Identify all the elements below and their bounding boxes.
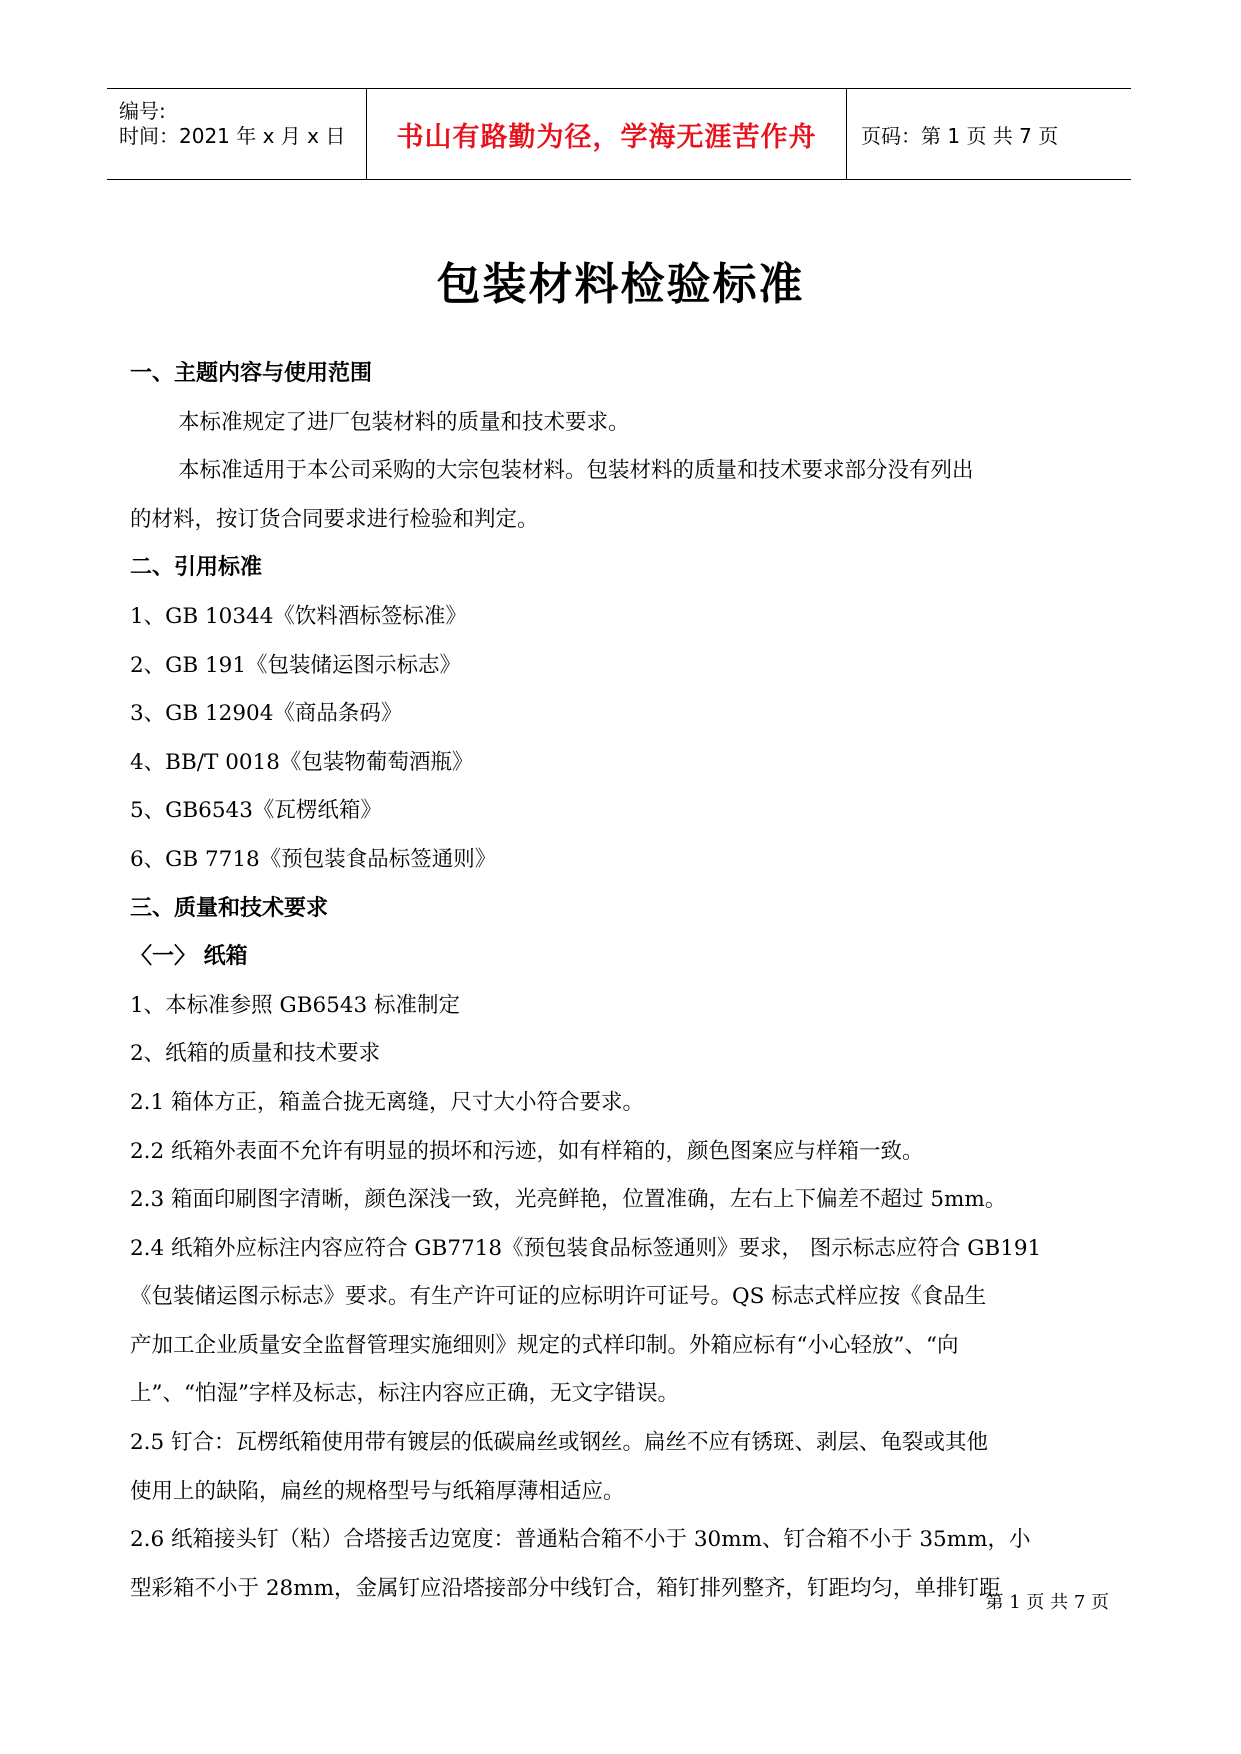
document-date-label: 时间：2021 年 x 月 x 日 xyxy=(119,124,346,148)
text-line: 2.3 箱面印刷图字清晰，颜色深浅一致，光亮鲜艳，位置准确，左右上下偏差不超过 5mm。 xyxy=(130,1187,1007,1213)
text-line: 2.5 钉合：瓦楞纸箱使用带有镀层的低碳扁丝或钢丝。扁丝不应有锈斑、剥层、龟裂或其他 xyxy=(130,1430,989,1456)
paragraph: 的材料，按订货合同要求进行检验和判定。 xyxy=(130,506,539,532)
header-page-number: 页码：第 1 页 共 7 页 xyxy=(861,123,1059,148)
page-footer: 第 1 页 共 7 页 xyxy=(985,1592,1109,1613)
text-line: 型彩箱不小于 28mm，金属钉应沿塔接部分中线钉合，箱钉排列整齐，钉距均匀，单排钉距 xyxy=(130,1575,1001,1601)
text-line: 产加工企业质量安全监督管理实施细则》规定的式样印制。外箱应标有“小心轻放”、“向 xyxy=(130,1332,959,1358)
document-body xyxy=(130,350,1110,1613)
section-heading: 一、主题内容与使用范围 xyxy=(130,361,373,386)
header-page-cell xyxy=(847,89,1131,179)
header-motto: 书山有路勤为径，学海无涯苦作舟 xyxy=(367,89,847,179)
reference-item: 6、GB 7718《预包装食品标签通则》 xyxy=(130,846,497,872)
text-line: 使用上的缺陷，扁丝的规格型号与纸箱厚薄相适应。 xyxy=(130,1478,625,1504)
section-heading: 二、引用标准 xyxy=(130,555,263,581)
text-line: 上”、“怕湿”字样及标志，标注内容应正确，无文字错误。 xyxy=(130,1381,679,1407)
paragraph: 本标准适用于本公司采购的大宗包装材料。包装材料的质量和技术要求部分没有列出 xyxy=(178,458,974,484)
reference-item: 4、BB/T 0018《包装物葡萄酒瓶》 xyxy=(130,749,474,775)
reference-item: 5、GB6543《瓦楞纸箱》 xyxy=(130,798,382,824)
header-info-cell xyxy=(107,89,367,179)
text-line: 2.1 箱体方正，箱盖合拢无离缝，尺寸大小符合要求。 xyxy=(130,1089,645,1115)
text-line: 2.4 纸箱外应标注内容应符合 GB7718《预包装食品标签通则》要求， 图示标志应符合 GB191 xyxy=(130,1235,1042,1261)
text-line: 《包装储运图示标志》要求。有生产许可证的应标明许可证号。QS 标志式样应按《食品生 xyxy=(130,1284,987,1310)
reference-item: 2、GB 191《包装储运图示标志》 xyxy=(130,652,462,678)
text-line: 2.2 纸箱外表面不允许有明显的损坏和污迹，如有样箱的，颜色图案应与样箱一致。 xyxy=(130,1138,924,1164)
document-number-label: 编号: xyxy=(119,99,166,123)
document-title: 包装材料检验标准 xyxy=(436,259,805,310)
reference-item: 3、GB 12904《商品条码》 xyxy=(130,701,403,727)
subsection-heading: 〈一〉 纸箱 xyxy=(130,944,248,970)
header-table xyxy=(107,88,1131,180)
text-line: 1、本标准参照 GB6543 标准制定 xyxy=(130,992,461,1018)
text-line: 2、纸箱的质量和技术要求 xyxy=(130,1041,381,1067)
reference-item: 1、GB 10344《饮料酒标签标准》 xyxy=(130,603,467,629)
text-line: 2.6 纸箱接头钉（粘）合塔接舌边宽度：普通粘合箱不小于 30mm、钉合箱不小于 35mm，小 xyxy=(130,1527,1031,1553)
section-heading: 三、质量和技术要求 xyxy=(130,895,329,921)
paragraph: 本标准规定了进厂包装材料的质量和技术要求。 xyxy=(178,409,630,435)
